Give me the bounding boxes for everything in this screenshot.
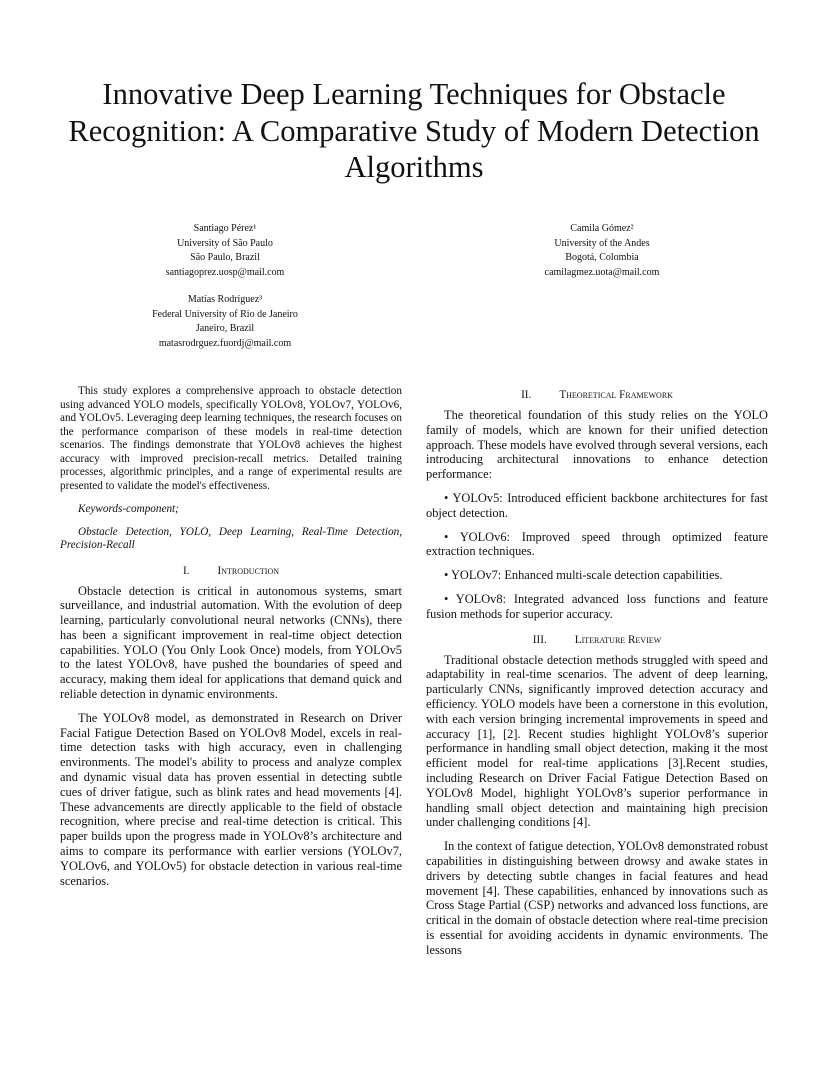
intro-paragraph-2: The YOLOv8 model, as demonstrated in Research on Driver Facial Fatigue Detection Based on YOLOv8 Model, excels in real-time detection tasks with high accuracy, even in challenging environments. The model's ability to process and analyze complex and dynamic visual data has proven essential in detecting subtle cues of driver fatigue, such as blink rates and head movements [4]. These advancements are directly applicable to the field of obstacle recognition, where precise and real-time detection is critical. This paper builds upon the progress made in YOLOv8’s architecture and aims to compare its performance with earlier versions (YOLOv7, YOLOv6, and YOLOv5) for obstacle detection in various real-time scenarios.	[60, 710, 402, 888]
keywords-heading: Keywords-component;	[78, 503, 179, 515]
keywords: Obstacle Detection, YOLO, Deep Learning, Real-Time Detection, Precision-Recall	[60, 525, 402, 551]
author-location: São Paulo, Brazil	[190, 252, 260, 263]
section-name: Theoretical Framework	[559, 389, 673, 401]
literature-paragraph-1: Traditional obstacle detection methods struggled with speed and adaptability in real-time scenarios. The advent of deep learning, particularly CNNs, significantly improved detection accuracy and efficiency. YOLO models have been a cornerstone in this evolution, with each version bringing incremental improvements in speed and accuracy [1], [2]. Recent studies highlight YOLOv8’s superior performance in handling small object detection, making it the most efficient model for real-time applications [3].Recent studies, including Research on Driver Facial Fatigue Detection Based on YOLOv8 Model, highlight YOLOv8’s superior performance in handling small object detection and maintaining high precision under challenging conditions [4].	[426, 652, 768, 830]
section-heading-introduction	[60, 564, 402, 578]
literature-paragraph-2: In the context of fatigue detection, YOLOv8 demonstrated robust capabilities in distinguishing between drowsy and awake states in drivers by detecting subtle changes in facial features and head movement [4]. These capabilities, enhanced by innovations such as Cross Stage Partial (CSP) networks and advanced loss functions, are critical in the domain of obstacle detection where real-time precision is essential for avoiding accidents in dynamic environments. The lessons	[426, 839, 769, 957]
author-email: santiagoprez.uosp@mail.com	[165, 266, 285, 278]
bullet-yolov6: • YOLOv6: Improved speed through optimized feature extraction techniques.	[426, 529, 768, 559]
section-number: III.	[532, 633, 547, 646]
bullet-yolov7: • YOLOv7: Enhanced multi-scale detection capabilities.	[444, 568, 723, 583]
section-heading-theoretical-framework	[426, 388, 768, 402]
section-number: II.	[521, 389, 532, 401]
abstract: This study explores a comprehensive approach to obstacle detection using advanced YOLO models, specifically YOLOv8, YOLOv7, YOLOv6, and YOLOv5. Leveraging deep learning techniques, the research focuses on the performance comparison of these models in real-time detection scenarios. The findings demonstrate that YOLOv8 achieves the highest accuracy with improved precision-recall metrics. Detailed training processes, algorithmic principles, and a range of experimental results are presented to validate the model's effectiveness.	[60, 385, 402, 492]
author-block-3	[130, 293, 320, 351]
author-name: Matías Rodríguez³	[187, 294, 263, 305]
author-location: Bogotá, Colombia	[565, 252, 639, 263]
section-name: Literature Review	[574, 633, 662, 646]
author-affiliation: Federal University of Rio de Janeiro	[152, 308, 298, 320]
intro-paragraph-1: Obstacle detection is critical in autonomous systems, smart surveillance, and industrial automation. With the evolution of deep learning, particularly convolutional neural networks (CNNs), there has been a significant improvement in real-time object detection capabilities. YOLO (You Only Look Once) models, from YOLOv5 to the latest YOLOv8, have pushed the boundaries of speed and accuracy, making them ideal for applications that demand quick and reliable detection in dynamic environments.	[60, 583, 402, 702]
author-block-1	[130, 222, 320, 280]
author-affiliation: University of the Andes	[554, 237, 650, 249]
section-heading-literature-review	[426, 633, 768, 647]
bullet-yolov8: • YOLOv8: Integrated advanced loss functions and feature fusion methods for superior accuracy.	[426, 591, 768, 621]
paper-title: Innovative Deep Learning Techniques for Obstacle Recognition: A Comparative Study of Modern Detection Algorithms	[68, 77, 760, 184]
bullet-yolov5: • YOLOv5: Introduced efficient backbone architectures for fast object detection.	[426, 490, 768, 520]
section-name: Introduction	[217, 564, 280, 577]
section-number: I.	[182, 564, 190, 577]
right-column	[426, 388, 768, 967]
theory-paragraph: The theoretical foundation of this study relies on the YOLO family of models, which are known for their unified detection approach. These models have evolved through several versions, each introducing architectural innovations to enhance detection performance:	[426, 408, 768, 482]
author-location: Janeiro, Brazil	[195, 323, 255, 334]
author-name: Santiago Pérez¹	[193, 223, 257, 234]
left-column	[60, 385, 402, 897]
author-affiliation: University of São Paulo	[177, 237, 273, 249]
author-block-2	[507, 222, 697, 280]
author-email: matasrodrguez.fuordj@mail.com	[158, 337, 292, 349]
author-email: camilagmez.uota@mail.com	[544, 266, 660, 278]
author-name: Camila Gómez²	[570, 223, 634, 234]
